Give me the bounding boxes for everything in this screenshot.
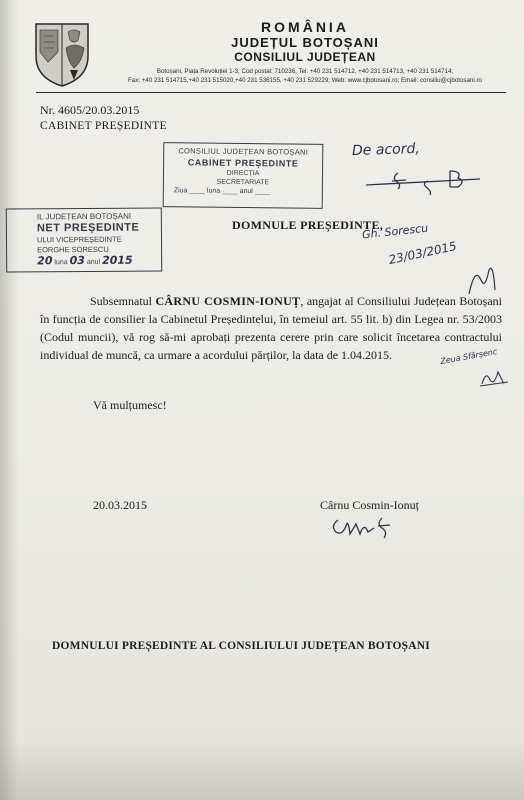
- applicant-name: CÂRNU COSMIN-IONUȚ: [155, 294, 301, 308]
- page-shadow-bottom: [0, 740, 524, 800]
- handwritten-date-right: 23/03/2015: [387, 238, 458, 268]
- letter-date: 20.03.2015: [93, 498, 147, 512]
- stamp-vice-year-label: anul: [86, 258, 101, 266]
- stamp-president-line5: Ziua ____ luna ____ anul ____: [173, 187, 271, 196]
- body-rest: , angajat al Consiliului Județean Botoșani în funcția de consilier la Cabinetul Președintelui, în temeiul art. 55 lit. b) din Legea nr. 53/2003 (Codul muncii), vă rog să-mi aprobați prezenta cerere prin care solicit încetarea contractului individual de muncă, ca urmare a acordului părților, la data de 1.04.2015.: [40, 294, 502, 362]
- handwritten-margin-note: Zeua Sfârșenc: [439, 347, 498, 366]
- letterhead-council: CONSILIUL JUDEȚEAN: [234, 50, 376, 64]
- handwritten-signature-right: Gh. Sorescu: [361, 221, 429, 242]
- registration-stamp-vice-president: [6, 207, 162, 272]
- department-label: CABINET PREȘEDINTE: [40, 120, 167, 132]
- body-prefix: Subsemnatul: [90, 294, 156, 308]
- stamp-vice-day: 20: [37, 254, 53, 268]
- letter-body: [40, 292, 502, 364]
- stamp-vice-date: [37, 254, 161, 268]
- signer-name: Cârnu Cosmin-Ionuț: [320, 498, 419, 512]
- handwritten-approval: De acord,: [351, 140, 421, 160]
- registration-stamp-president: [163, 142, 324, 209]
- handwritten-margin-signature: [478, 366, 510, 388]
- letterhead-address-line1: Botoșani, Piața Revoluției 1-3, Cod postal: 710236, Tel: +40 231 514712, +40 231 514713, +40 231 514714;: [156, 68, 454, 75]
- letterhead: [100, 20, 510, 85]
- approval-sign-text-hidden: E g B: [362, 165, 365, 166]
- stamp-president-line1: CONSILIUL JUDEȚEAN BOTOȘANI: [178, 146, 309, 157]
- stamp-vice-month-label: luna: [54, 259, 68, 267]
- letterhead-divider: [36, 92, 506, 93]
- letterhead-country: ROMÂNIA: [261, 19, 349, 35]
- handwritten-approval-signature: [362, 165, 502, 195]
- closing-thanks: Vă mulțumesc!: [93, 398, 167, 412]
- stamp-vice-year: 2015: [102, 253, 133, 267]
- addressee-line: DOMNULUI PREȘEDINTE AL CONSILIULUI JUDEȚEAN BOTOȘANI: [52, 640, 430, 652]
- letterhead-address-line2: Fax: +40 231 514715,+40 231 515020,+40 231 536155, +40 231 529229; Web: www.cjbotosani.ro; Email: consiliu@cjbotosani.ro: [128, 77, 482, 84]
- stamp-vice-line1: IL JUDEȚEAN BOTOȘANI: [36, 211, 132, 222]
- stamp-vice-line3: ULUI VICEPREȘEDINTE: [36, 234, 122, 245]
- stamp-president-line4: SECRETARIATE: [216, 178, 270, 187]
- signer-signature: [328, 512, 406, 540]
- salutation: DOMNULE PREȘEDINTE,: [232, 218, 384, 232]
- page-shadow-left: [0, 0, 18, 800]
- stamp-president-line2: CABINET PREȘEDINTE: [187, 157, 299, 169]
- stamp-vice-line4: EORGHE SORESCU: [37, 244, 109, 255]
- stamp-president-line3: DIRECȚIA: [226, 169, 260, 178]
- stamp-vice-line2: NET PREȘEDINTE: [36, 221, 140, 235]
- registration-number: Nr. 4605/20.03.2015: [40, 103, 140, 117]
- stamp-vice-month: 03: [69, 253, 85, 268]
- county-crest-icon: [34, 22, 90, 88]
- letter-body-paragraph: [40, 292, 502, 364]
- letterhead-county: JUDEȚUL BOTOȘANI: [231, 35, 379, 50]
